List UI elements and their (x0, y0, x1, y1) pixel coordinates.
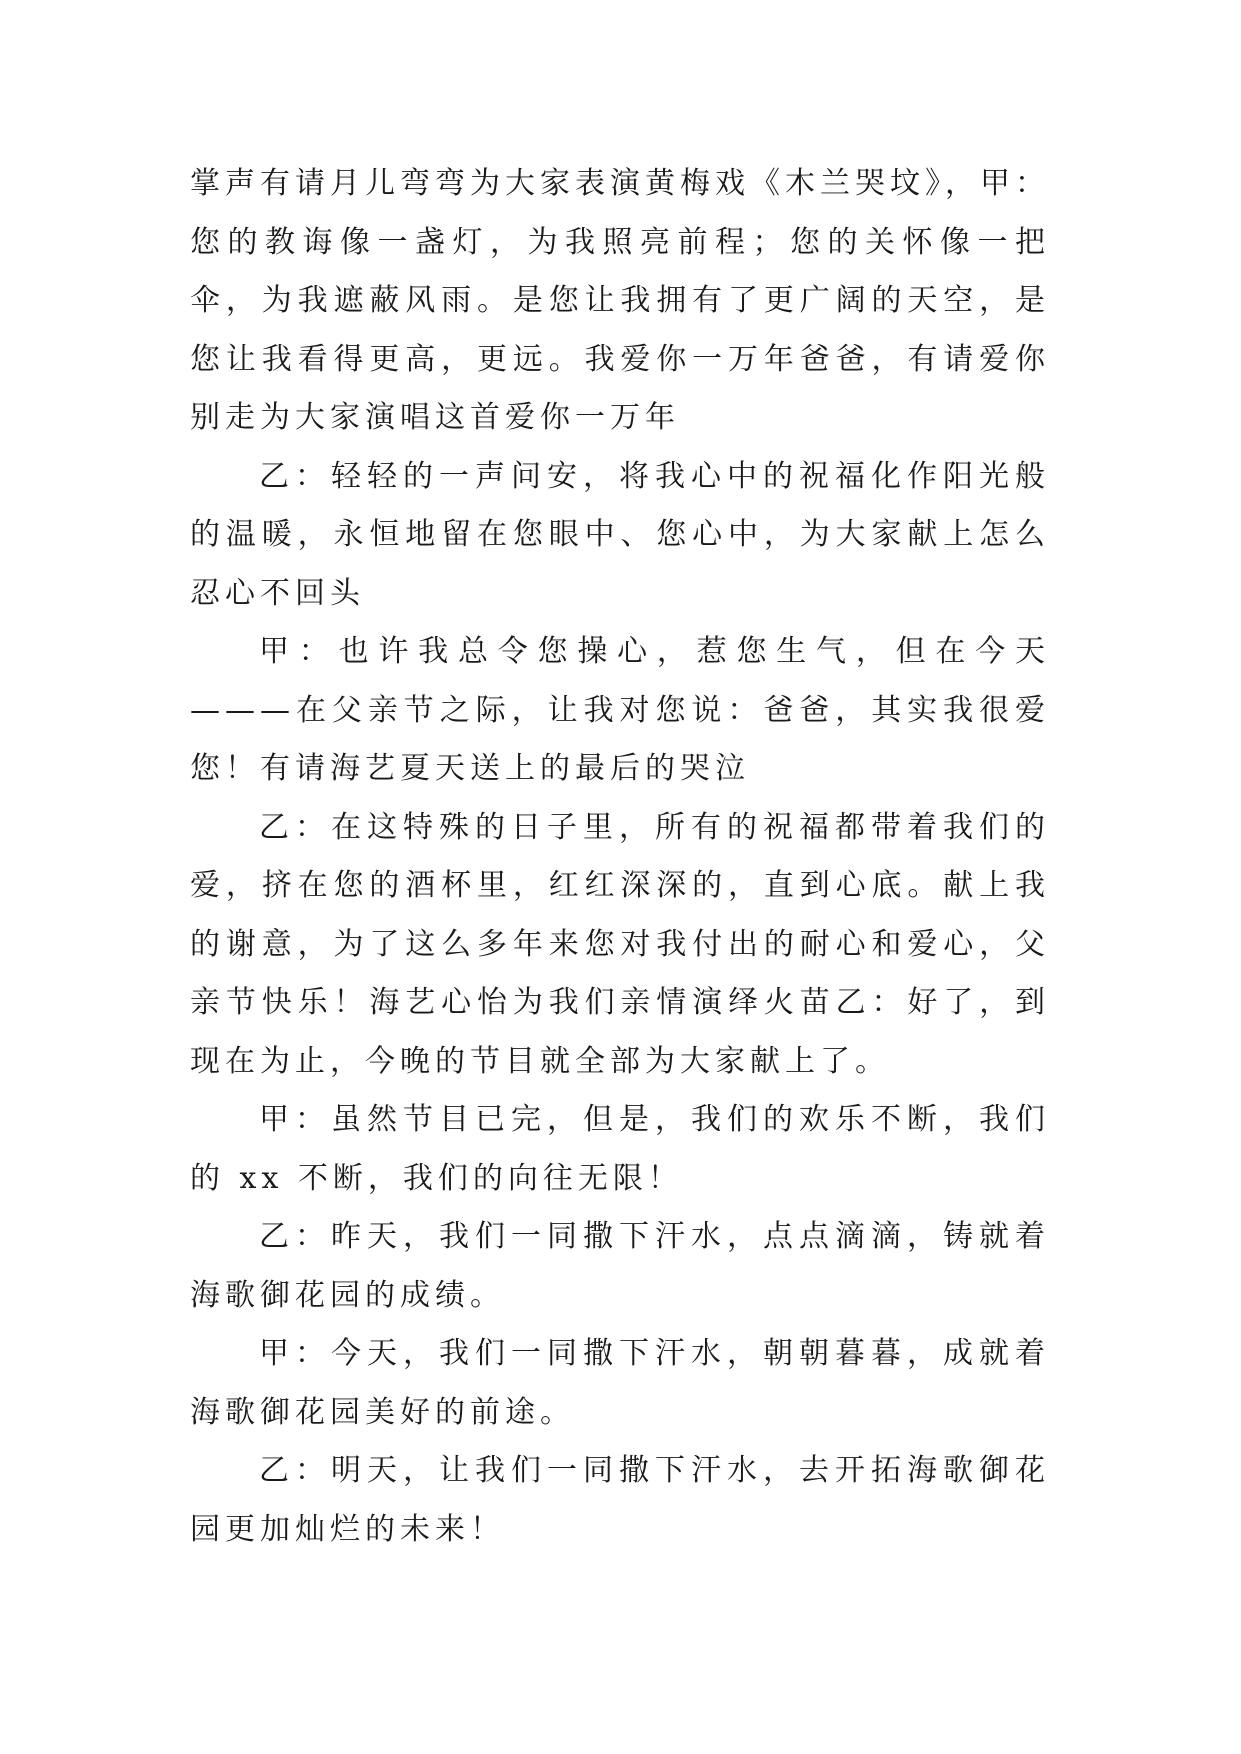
document-body (190, 155, 1050, 1559)
paragraph-1: 掌声有请月儿弯弯为大家表演黄梅戏《木兰哭坟》，甲：您的教诲像一盏灯，为我照亮前程；您的关怀像一把伞，为我遮蔽风雨。是您让我拥有了更广阔的天空，是您让我看得更高，更远。我爱你一万年爸爸，有请爱你别走为大家演唱这首爱你一万年 (190, 166, 1050, 435)
paragraph-4: 乙：在这特殊的日子里，所有的祝福都带着我们的爱，挤在您的酒杯里，红红深深的，直到心底。献上我的谢意，为了这么多年来您对我付出的耐心和爱心，父亲节快乐！海艺心怡为我们亲情演绎火苗乙：好了，到现在为止，今晚的节目就全部为大家献上了。 (190, 809, 1050, 1079)
paragraph-6: 乙：昨天，我们一同撒下汗水，点点滴滴，铸就着海歌御花园的成绩。 (190, 1219, 1050, 1313)
paragraph-2: 乙：轻轻的一声问安，将我心中的祝福化作阳光般的温暖，永恒地留在您眼中、您心中，为大家献上怎么忍心不回头 (190, 458, 1050, 611)
paragraph-3: 甲：也许我总令您操心，惹您生气，但在今天———在父亲节之际，让我对您说：爸爸，其实我很爱您！有请海艺夏天送上的最后的哭泣 (190, 634, 1050, 786)
paragraph-7: 甲：今天，我们一同撒下汗水，朝朝暮暮，成就着海歌御花园美好的前途。 (190, 1336, 1050, 1430)
paragraph-8: 乙：明天，让我们一同撒下汗水，去开拓海歌御花园更加灿烂的未来！ (190, 1453, 1050, 1547)
paragraph-5: 甲：虽然节目已完，但是，我们的欢乐不断，我们的 xx 不断，我们的向往无限！ (190, 1102, 1050, 1196)
